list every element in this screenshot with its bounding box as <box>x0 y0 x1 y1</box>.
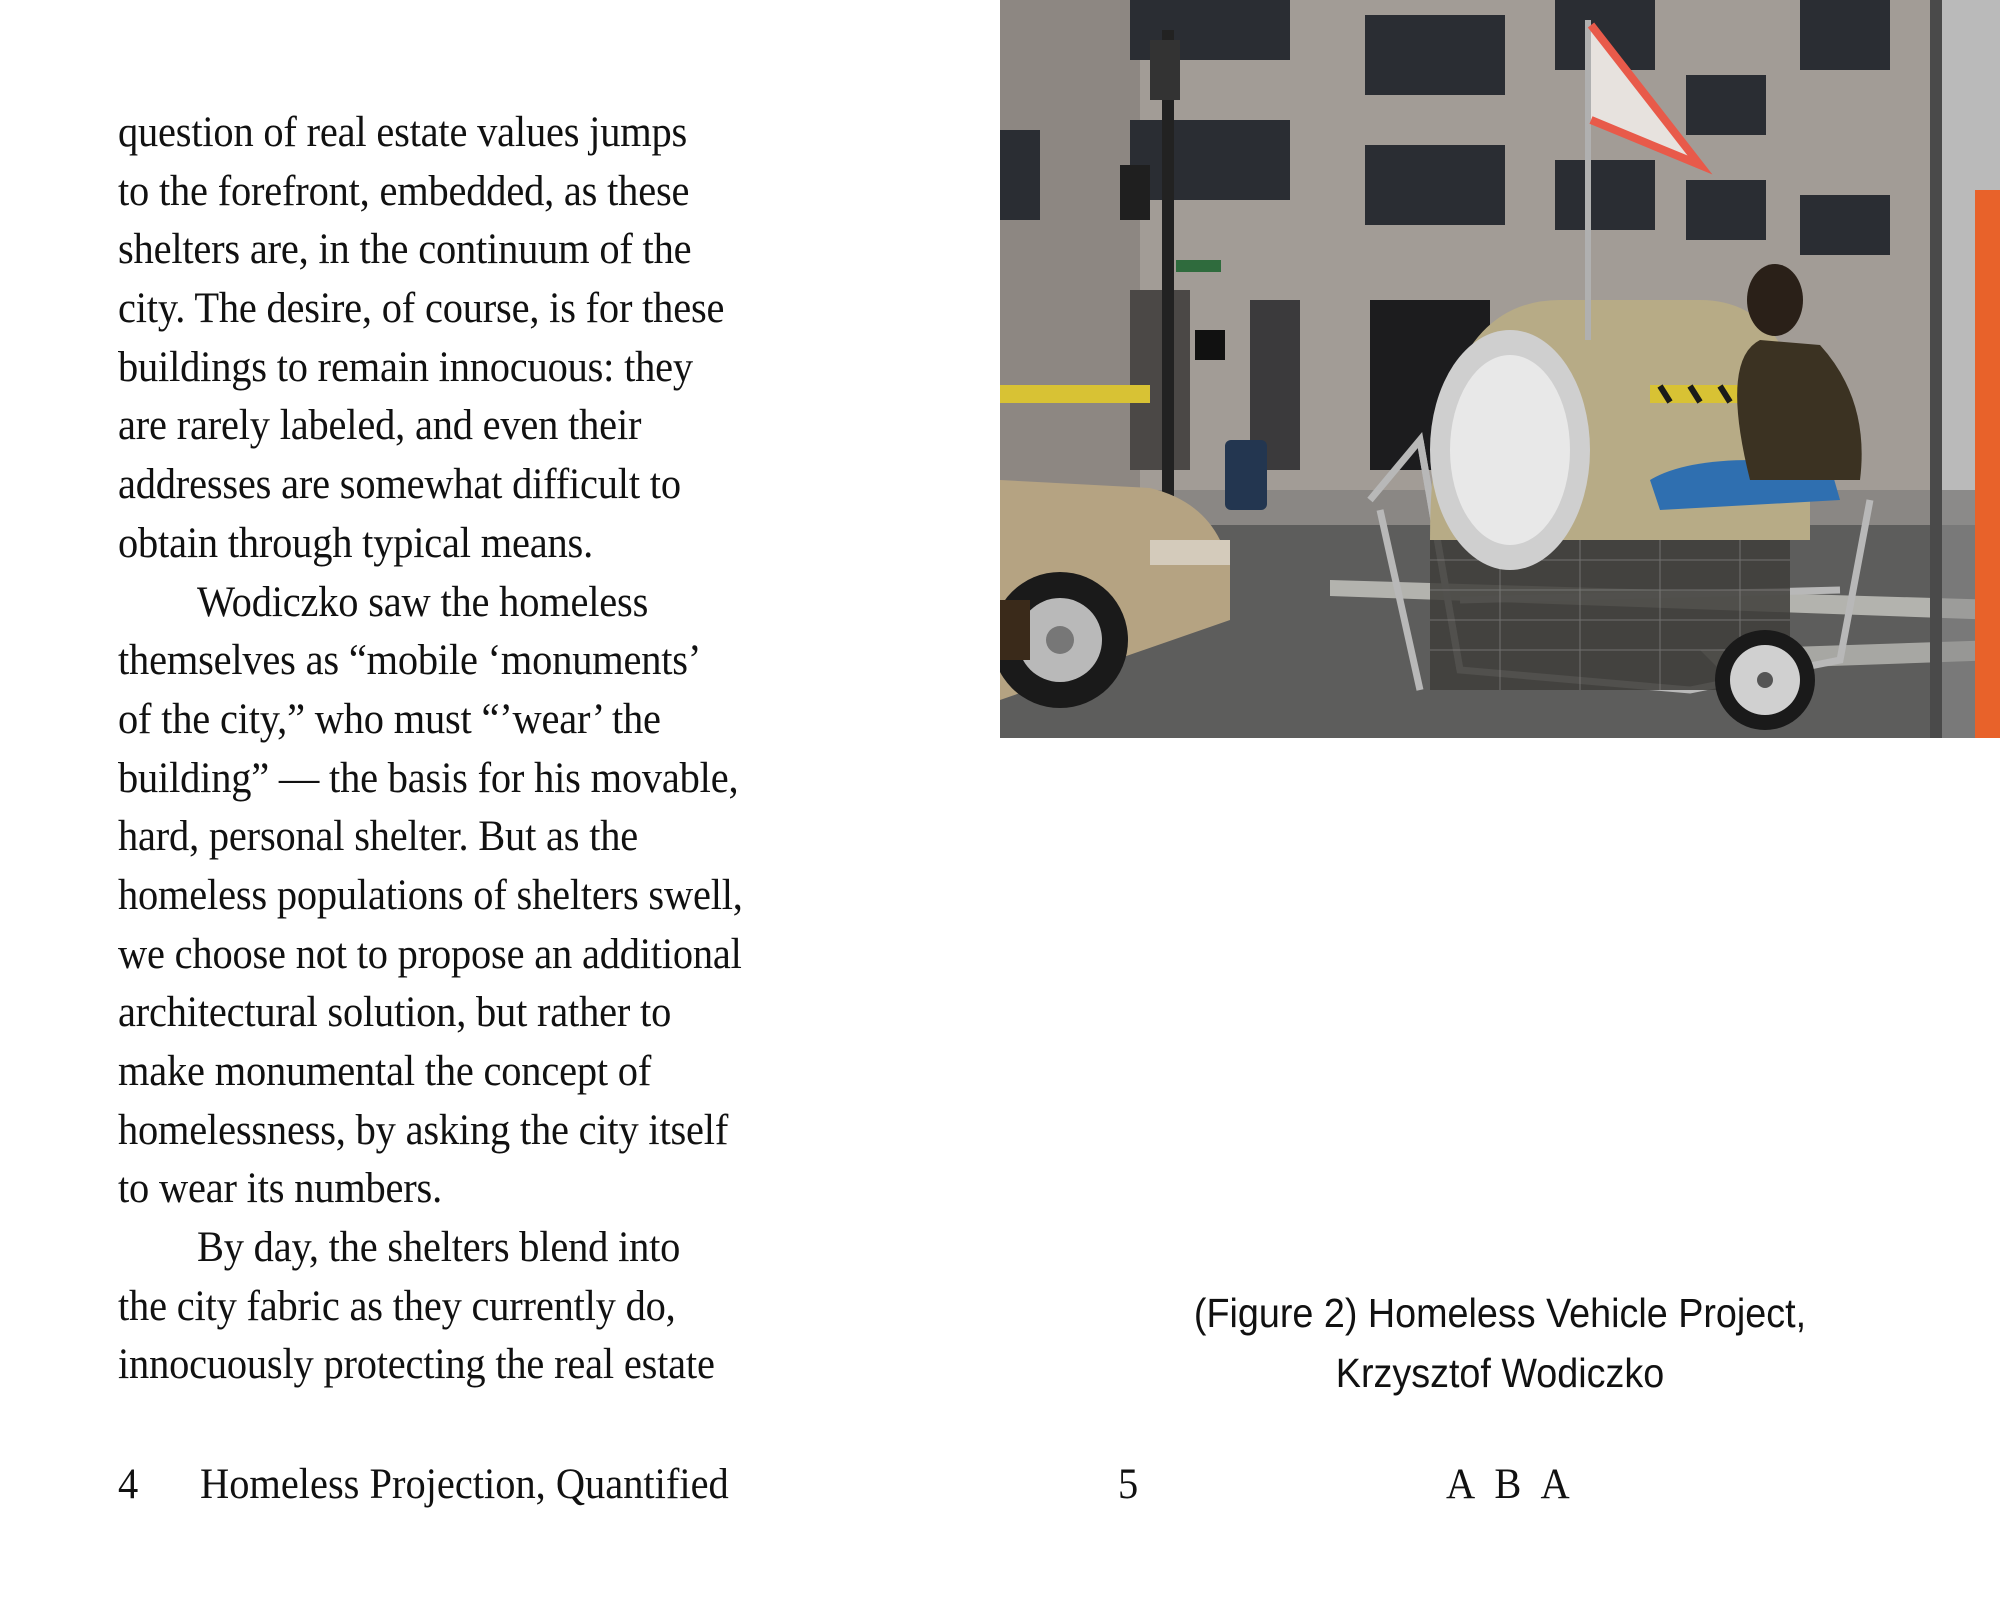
text-line: hard, personal shelter. But as the <box>118 813 639 861</box>
text-line: architectural solution, but rather to <box>118 989 672 1037</box>
figure-photo <box>1000 0 2000 738</box>
running-abbreviation: A B A <box>1446 1461 1576 1508</box>
text-line: building” — the basis for his movable, <box>118 754 739 802</box>
text-line-indented: Wodiczko saw the homeless <box>196 578 649 626</box>
page-number: 5 <box>1118 1461 1139 1508</box>
running-title: Homeless Projection, Quantified <box>200 1461 729 1508</box>
text-line: to wear its numbers. <box>118 1165 443 1213</box>
text-line: question of real estate values jumps <box>118 109 688 156</box>
text-line: addresses are somewhat difficult to <box>118 461 681 509</box>
page-number: 4 <box>118 1461 139 1508</box>
text-line: obtain through typical means. <box>118 519 593 567</box>
text-line: are rarely labeled, and even their <box>118 402 642 450</box>
text-line: city. The desire, of course, is for these <box>118 285 725 333</box>
text-line: make monumental the concept of <box>118 1048 652 1095</box>
text-line: shelters are, in the continuum of the <box>118 226 692 274</box>
caption-line: Krzysztof Wodiczko <box>1335 1350 1665 1396</box>
text-line: we choose not to propose an additional <box>118 930 742 978</box>
text-line: to the forefront, embedded, as these <box>118 167 690 215</box>
text-line-indented: By day, the shelters blend into <box>196 1224 681 1272</box>
body-text <box>118 104 898 1395</box>
figure-caption <box>1095 1283 1905 1403</box>
text-line: innocuously protecting the real estate <box>118 1341 715 1389</box>
caption-line: (Figure 2) Homeless Vehicle Project, <box>1193 1290 1807 1336</box>
text-line: of the city,” who must “’wear’ the <box>118 695 661 743</box>
text-line: the city fabric as they currently do, <box>118 1282 676 1330</box>
text-line: themselves as “mobile ‘monuments’ <box>118 637 702 685</box>
text-line: homeless populations of shelters swell, <box>118 871 743 919</box>
text-line: buildings to remain innocuous: they <box>118 343 693 391</box>
text-line: homelessness, by asking the city itself <box>118 1106 729 1154</box>
